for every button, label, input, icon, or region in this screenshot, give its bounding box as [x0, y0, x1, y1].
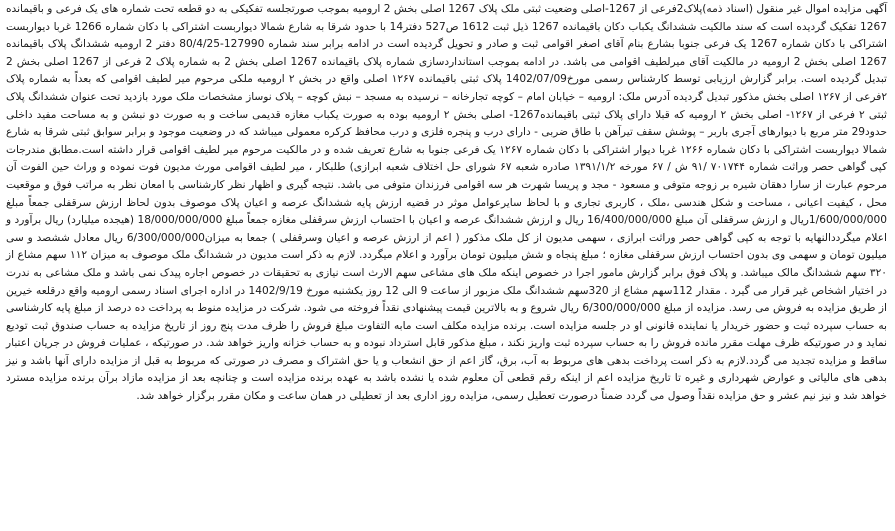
auction-notice-body: آگهی مزایده اموال غیر منقول (اسناد ذمه)پلاک2فرعی از 1267-اصلی وضعیت ثبتی ملک پلاک 1267 اصلی بخش 2 ارومیه بموجب صورتجلسه تفکیکی به دو قطعه تحت شماره های یک فرعی و باقیمانده 1267 تفکیک گردیده است که سند مالکیت ششدانگ یکباب دکان باقیمانده 1267 ذیل ثبت 1612 ص527 دفتر14 با حدود شرقا به شارع شمالا دیواربست اشتراکی با دکان شماره 1266 غربا دیواربست اشتراکی با دکان شماره 1267 یک فرعی جنوبا بشارع بنام آقای اصغر اقوامی ثبت و صادر و تحویل گردیده است در ادامه برابر سند شماره 127990-80/4/25 دفتر 2 ارومیه ششدانگ پلاک باقیمانده 1267 اصلی بخش 2 ارومیه در مالکیت آقای میرلطیف اقوامی می باشد. در ادامه بموجب استانداردسازی شماره پلاک باقیمانده 1267 اصلی بخش 2 به شماره پلاک 2 فرعی از 1267 اصلی بخش 2 تبدیل گردیده است. برابر گزارش ارزیابی توسط کارشناس رسمی مورخ1402/07/09 پلاک ثبتی باقیمانده ۱۲۶۷ اصلی واقع در بخش ۲ ارومیه ملکی مرحوم میر لطیف اقوامی که بعداً به شماره پلاک ۲فرعی از ۱۲۶۷ اصلی بخش مذکور تبدیل گردیده آدرس ملک: ارومیه – خیابان امام – کوچه تجارخانه – نرسیده به مسجد – نبش کوچه – پلاک نوساز مشخصات ملک مورد بازدید تحت عنوان ششدانگ پلاک ثبتی ۲ فرعی از ۱۲۶۷- اصلی بخش ۲ ارومیه که قبلا دارای پلاک ثبتی باقیمانده1267- اصلی بخش ۲ ارومیه بوده به صورت یکباب مغازه قدیمی ساخت و به صورت دو نبشن و به مساحت مفید داخلی حدود29 متر مربع با دیوارهای آجری باربر – پوشش سقف تیرآهن با طاق ضربی - دارای درب و پنجره فلزی و درب محافظ کرکره معمولی میباشد که در وضعیت موجود و برابر سوابق ثبتی شرقا به شارع شمالا دیواربست اشتراکی با دکان شماره ۱۲۶۶ غربا دیوار اشتراکی با دکان شماره ۱۲۶۷ یک فرعی جنوبا به شارع تعریف شده و در مالکیت مرحوم میر لطیف اقوامی قرار داشته است.مطابق مندرجات کپی گواهی حصر وراثت شماره ۷۰۱۷۴۴ /۹۱ ش / ۶۷ مورخه ۱۳۹۱/۱/۲ صادره شعبه ۶۷ شورای حل اختلاف شعبه ابرازی) طلبکار ، میر لطیف اقوامی مورث مدیون فوت نموده و وراث حین الفوت آن مرحوم عبارت از سارا دهقان شیره بر زوجه متوفی و مسعود - مجد و پریسا شهرت هر سه اقوامی فرزندان متوفی می باشد. نتیجه گیری و اظهار نظر کارشناسی با امعان نظر به مراتب فوق و موقعیت محل ، کیفیت اعیانی ، مساحت و شکل هندسی ،ملک ، کاربری تجاری و با لحاظ سایرعوامل موثر در قضیه ارزش پایه ششدانگ عرصه و اعیان پلاک موصوف بدون لحاظ ارزش سرقفلی جمعاً مبلغ 1/600/000/000ریال و ارزش سرقفلی آن مبلغ 16/400/000/000 ریال و ارزش ششدانگ عرصه و اعیان با احتساب ارزش سرقفلی مغازه جمعاً مبلغ 18/000/000/000 (هیجده میلیارد) ریال برآورد و اعلام میگرددالنهایه با توجه به کپی گواهی حصر وراثت ابرازی ، سهمی مدیون از کل ملک مذکور ( اعم از ارزش عرصه و اعیان وسرقفلی ) جمعا به میزان6/300/000/000 ریال معادل ششصد و سی میلیون تومان و سهمی وی بدون احتساب ارزش سرقفلی مغازه ؛ مبلغ پنجاه و شش میلیون تومان برآورد و اعلام میگردد. لازم به ذکر است مدیون در ششدانگ ملک موصوف به میزان ۱۱۲ سهم مشاع از ۳۲۰ سهم ششدانگ مالک میباشد. و پلاک فوق برابر گزارش مامور اجرا در خصوص اینکه ملک های مشاعی سهم الارث است نیازی به تحقیقات در خصوص اجاره پیدک نمی باشد و ملک مشاعی به ندرت در اختیار اشخاص غیر قرار می گیرد . مقدار 112سهم مشاع از 320سهم ششدانگ ملک مزبور از ساعت 9 الی 12 روز یکشنبه مورخ 1402/9/19 در اداره اجرای اسناد رسمی ارومیه واقع درقلعه خیرین از طریق مزایده به فروش می رسد. مزایده از مبلغ 6/300/000/000 ریال شروع و به بالاترین قیمت پیشنهادی نقداً فروخته می شود. شرکت در مزایده منوط به پرداخت ده درصد از مبلغ پایه کارشناسی به حساب سپرده ثبت و حضور خریدار یا نماینده قانونی او در جلسه مزایده است. برنده مزایده مکلف است مابه التفاوت مبلغ فروش را ظرف مدت پنج روز از تاریخ مزایده به حساب صندوق ثبت تودیع نماید و در صورتیکه ظرف مهلت مقرر مانده فروش را به حساب سپرده ثبت واریز نکند ، مبلغ مذکور قابل استرداد نبوده و به حساب خزانه واریز خواهد شد. در صورتیکه ، عملیات فروش در جریان اعتبار ساقط و مزایده تجدید می گردد.لازم به ذکر است پرداخت بدهی های مربوط به آب، برق، گاز اعم از حق انشعاب و یا حق اشتراک و مصرف در صورتی که مربوط به قبل از مزایده دارای آنها باشد و نیز بدهی های مالیاتی و عوارض شهرداری و غیره تا تاریخ مزایده اعم از اینکه رقم قطعی آن معلوم شده یا نشده باشد به عهده برنده مزایده است و چنانچه بعد از مزایده مازاد برآن برنده مزایده مسترد خواهد شد و نیز نیم عشر و حق مزایده نقداً وصول می گردد ضمناً درصورت تعطیل رسمی، مزایده روز اداری بعد از تعطیلی در همان ساعت و مکان مقرر برگزار خواهد شد.: [6, 3, 888, 403]
